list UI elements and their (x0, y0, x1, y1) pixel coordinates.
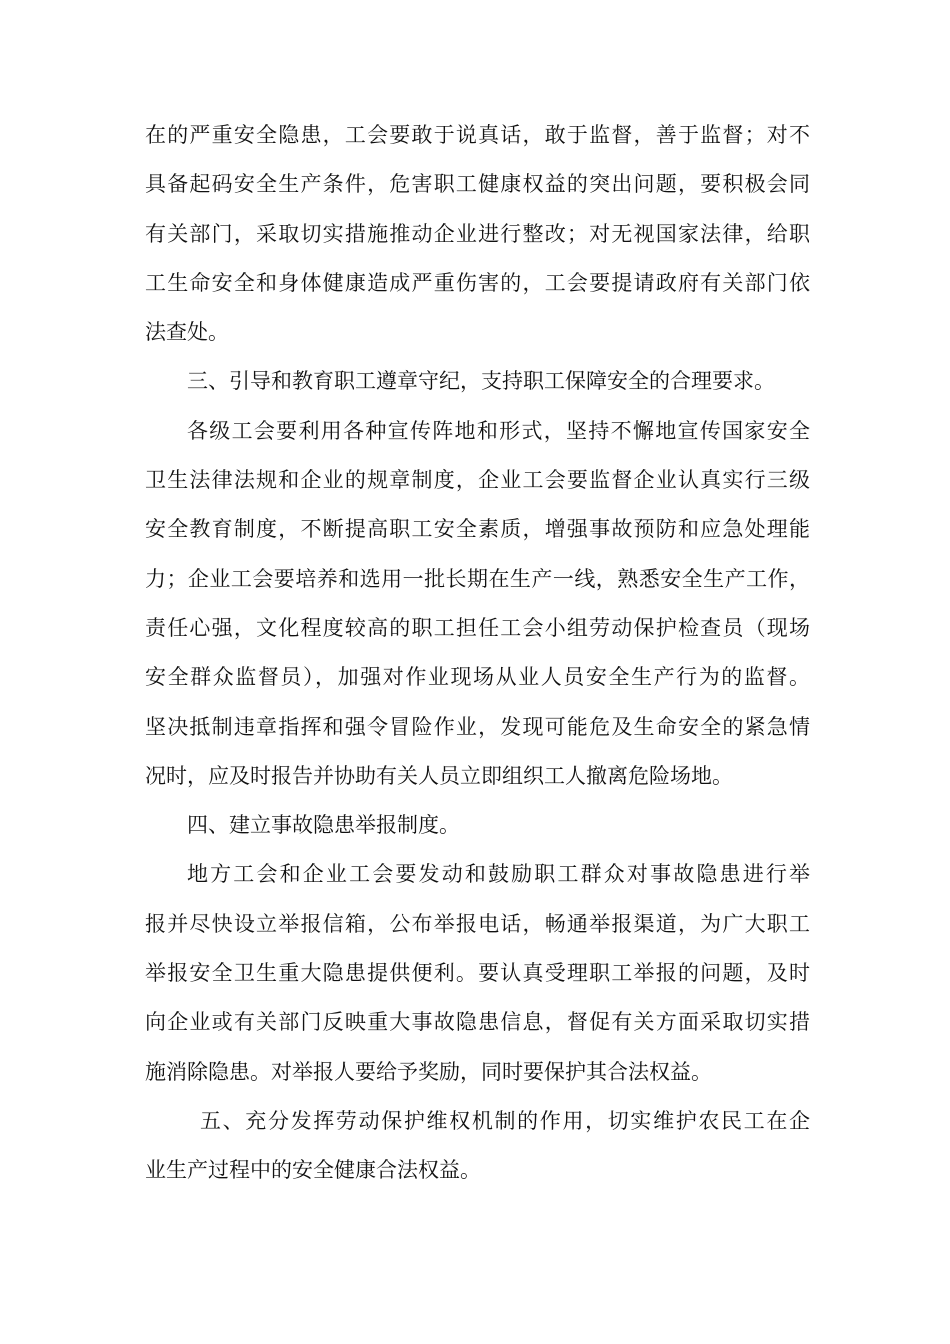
text-line: 在的严重安全隐患，工会要敢于说真话，敢于监督，善于监督；对不 (145, 123, 810, 147)
section-heading: 三、引导和教育职工遵章守纪，支持职工保障安全的合理要求。 (187, 369, 775, 394)
text-line: 施消除隐患。对举报人要给予奖励，同时要保护其合法权益。 (145, 1059, 712, 1084)
text-line: 地方工会和企业工会要发动和鼓励职工群众对事故隐患进行举 (187, 862, 810, 887)
text-line: 况时，应及时报告并协助有关人员立即组织工人撤离危险场地。 (145, 763, 733, 788)
text-line: 坚决抵制违章指挥和强令冒险作业，发现可能危及生命安全的紧急情 (145, 714, 810, 739)
body-text (145, 111, 810, 1196)
text-line: 工生命安全和身体健康造成严重伤害的，工会要提请政府有关部门依 (145, 270, 810, 295)
section-heading: 五、充分发挥劳动保护维权机制的作用，切实维护农民工在企 (200, 1108, 810, 1133)
text-line: 举报安全卫生重大隐患提供便利。要认真受理职工举报的问题，及时 (145, 961, 810, 986)
text-line: 责任心强，文化程度较高的职工担任工会小组劳动保护检查员（现场 (145, 615, 810, 640)
text-line: 法查处。 (145, 320, 229, 345)
text-line: 卫生法律法规和企业的规章制度，企业工会要监督企业认真实行三级 (145, 468, 810, 493)
text-line: 各级工会要利用各种宣传阵地和形式，坚持不懈地宣传国家安全 (187, 418, 810, 443)
text-line: 报并尽快设立举报信箱，公布举报电话，畅通举报渠道，为广大职工 (145, 911, 810, 936)
text-line: 有关部门，采取切实措施推动企业进行整改；对无视国家法律，给职 (145, 221, 810, 246)
text-line: 安全教育制度，不断提高职工安全素质，增强事故预防和应急处理能 (145, 517, 810, 542)
text-line: 业生产过程中的安全健康合法权益。 (145, 1158, 481, 1183)
section-heading: 四、建立事故隐患举报制度。 (187, 813, 460, 838)
text-line: 具备起码安全生产条件，危害职工健康权益的突出问题，要积极会同 (145, 172, 810, 197)
text-line: 向企业或有关部门反映重大事故隐患信息，督促有关方面采取切实措 (145, 1010, 810, 1035)
text-line: 力；企业工会要培养和选用一批长期在生产一线，熟悉安全生产工作， (145, 566, 810, 591)
text-line: 安全群众监督员），加强对作业现场从业人员安全生产行为的监督。 (145, 665, 810, 690)
